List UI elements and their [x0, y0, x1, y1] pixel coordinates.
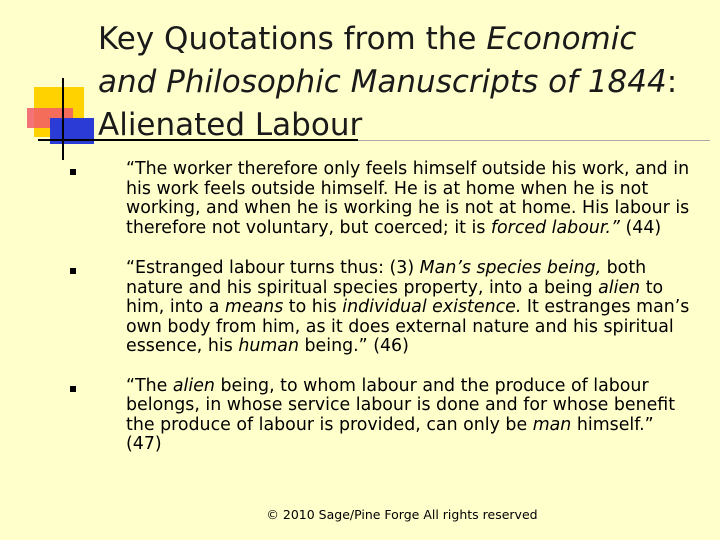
quote-segment: “Estranged labour turns thus: (3) [126, 258, 420, 278]
quote-segment: to him, into a [126, 277, 664, 317]
bullet-marker [70, 386, 76, 392]
quote-segment: being.” (46) [298, 336, 409, 356]
quote-segment: being, to whom labour and the produce of labour belongs, in whose service labour is done and for whose benefit the produce of labour is provided, can only be [126, 375, 676, 435]
bullet-item-3 [70, 377, 690, 455]
quote-segment: human [238, 336, 299, 356]
title-part-2-italic: Economic and Philosophic Manuscripts of 1844 [98, 21, 667, 100]
quote-segment: “The worker therefore only feels himself outside his work, and in his work feels outside himself. He is at home when he is not working, and when he is working he is not at home. His labour is therefore not voluntary, but coerced; it is [126, 159, 690, 238]
title-part-1: Key Quotations from the [98, 21, 487, 57]
bullet-marker [70, 169, 76, 175]
bullet-marker [70, 268, 76, 274]
quote-segment: alien [172, 375, 215, 396]
quote-text-2 [126, 258, 689, 356]
quote-segment: “The [126, 375, 173, 396]
quote-segment: Man’s species being, [419, 258, 602, 278]
title-part-3: : Alienated Labour [98, 64, 678, 143]
quote-segment: himself.” (47) [126, 414, 654, 454]
quote-text-3 [126, 376, 675, 455]
quote-segment: It estranges man’s own body from him, as it does external nature and his spiritual essence, his [126, 297, 690, 356]
quote-text-1 [126, 159, 689, 238]
slide-title [98, 18, 698, 147]
quote-segment: to his [283, 297, 343, 317]
quote-segment: means [224, 297, 284, 317]
quote-segment: (44) [619, 217, 662, 238]
quote-segment: forced labour.” [490, 217, 620, 238]
bullet-list [70, 160, 690, 455]
quote-segment: alien [598, 277, 641, 298]
bullet-item-1 [70, 160, 690, 238]
copyright-footer: © 2010 Sage/Pine Forge All rights reserved [266, 507, 538, 522]
quote-segment: both nature and his spiritual species property, into a being [126, 258, 647, 298]
bullet-item-2 [70, 259, 690, 357]
quote-segment: individual existence. [342, 297, 522, 317]
decor-vertical-line [62, 78, 64, 160]
quote-segment: man [532, 414, 572, 435]
